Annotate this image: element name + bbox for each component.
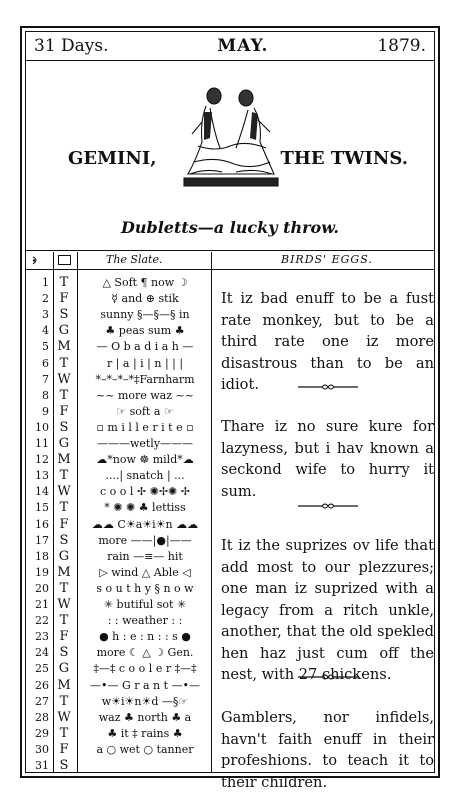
weekday-letter: M	[57, 564, 71, 580]
slate-entry: —•— G r a n t —•—	[89, 678, 201, 692]
slate-entry: : : weather : :	[107, 614, 183, 628]
day-number: 8	[42, 388, 49, 402]
weekday-letter: M	[57, 452, 71, 468]
weekday-letter: W	[57, 371, 71, 387]
sign-subtitle: Dubletts—a lucky throw.	[121, 218, 339, 237]
weekday-letter: G	[58, 548, 70, 564]
weekday-letter: W	[57, 709, 71, 725]
slate-entry: waz ♣ north ♣ a	[98, 710, 192, 724]
day-number: 6	[42, 356, 49, 370]
weekday-letter: T	[59, 468, 69, 484]
day-number: 29	[35, 726, 49, 740]
slate-entry: ♣ peas sum ♣	[105, 324, 185, 338]
weekday-letter: T	[59, 613, 69, 629]
weekday-letter: T	[59, 387, 69, 403]
slate-entry: ‡—‡ c o o l e r ‡—‡	[93, 662, 197, 676]
weekday-letter: S	[59, 645, 69, 661]
day-number: 20	[35, 581, 49, 595]
day-number: 17	[35, 533, 49, 547]
slate-entry: ▫ m i l l e r i t e ▫	[96, 420, 194, 434]
weekday-letter: F	[59, 741, 69, 757]
weekday-letter: T	[59, 355, 69, 371]
page-header	[26, 32, 434, 61]
weekday-letter: G	[58, 436, 70, 451]
day-number: 30	[35, 742, 49, 756]
day-number: 24	[35, 646, 49, 660]
day-number: 5	[42, 340, 49, 354]
weekday-letter: S	[59, 758, 69, 773]
ornament-divider-icon	[298, 673, 358, 681]
sign-description: THE TWINS.	[280, 148, 408, 169]
month-title: MAY.	[217, 36, 269, 56]
day-number: 13	[35, 469, 49, 483]
day-number: 23	[35, 630, 49, 644]
weekday-letter: M	[57, 339, 71, 355]
weekday-letter: F	[59, 291, 69, 307]
column-divider	[53, 252, 54, 772]
weekday-letter: F	[59, 403, 69, 419]
day-number: 12	[35, 453, 49, 467]
paragraph-3: It iz the suprizes ov life that add most to our plezzures; one man iz suprized with a legacy from a ritch unkle, another, that the old spekled hen haz just cum off the nest, with 27 chickens.	[221, 537, 434, 683]
day-number: 3	[42, 308, 49, 322]
paragraph-1: It iz bad enuff to be a fust rate monkey, but to be a third rate one iz more disastrous than to be an idiot.	[221, 290, 434, 393]
slate-entry: ● h : e : n : : s ●	[99, 630, 191, 644]
weekday-letter: S	[59, 419, 69, 435]
day-number: 1	[42, 276, 49, 289]
weekday-letter: G	[58, 323, 70, 339]
weekday-letter: S	[59, 307, 69, 323]
day-number: 11	[35, 437, 49, 450]
birds-eggs-header: BIRDS' EGGS.	[281, 253, 373, 266]
slate-entry: ☞ soft a ☞	[116, 404, 174, 418]
weekday-letter: T	[59, 275, 69, 290]
day-number: 7	[42, 372, 49, 386]
slate-entry: ☁☁ C☀a☀i☀n ☁☁	[91, 517, 199, 531]
weekday-letter: T	[59, 725, 69, 741]
sign-name: GEMINI,	[68, 148, 157, 169]
ornament-divider-icon	[298, 502, 358, 510]
zodiac-section	[26, 60, 434, 251]
slate-entry: w☀i☀n☀d —§☞	[101, 694, 189, 708]
weekday-icon	[58, 255, 71, 265]
slate-entry: more ☾ △ ☽ Gen.	[96, 646, 194, 660]
weekday-letter: T	[59, 580, 69, 596]
weekday-letter: F	[59, 629, 69, 645]
day-number: 18	[35, 549, 49, 563]
slate-entry: *–*–*–*‡Farnharm	[95, 372, 195, 386]
day-number: 2	[42, 292, 49, 306]
days-count: 31 Days.	[34, 36, 109, 56]
day-number: 28	[35, 710, 49, 724]
slate-entry: ☿ and ⊕ stik	[111, 292, 179, 306]
day-number: 14	[35, 485, 49, 499]
day-number: 19	[35, 565, 49, 579]
slate-entry: * ✺ ✺ ♣ lettiss	[104, 501, 186, 515]
ornament-divider-icon	[298, 383, 358, 391]
day-number: 15	[35, 501, 49, 515]
day-number: 16	[35, 517, 49, 531]
column-divider	[211, 252, 212, 772]
slate-entry: s o u t h y § n o w	[96, 581, 194, 595]
weekday-letter: G	[58, 661, 70, 677]
slate-entry: ♣ it ‡ rains ♣	[107, 726, 183, 740]
day-number: 10	[35, 420, 49, 434]
weekday-letter: T	[59, 500, 69, 516]
year: 1879.	[377, 36, 426, 56]
weekday-letter: W	[57, 597, 71, 612]
calendar-columns	[26, 252, 434, 791]
moon-age-icon	[31, 255, 41, 266]
day-number: 21	[35, 598, 49, 611]
column-divider	[77, 252, 78, 772]
slate-entry: c o o l ✢ ✺✢✺ ✢	[100, 485, 190, 499]
slate-entry: ✳ butiful sot ✳	[103, 598, 187, 611]
paragraph-4: Gamblers, nor infidels, havn't faith enuff in their profeshions. to teach it to their children.	[221, 709, 434, 791]
slate-entry: ▷ wind △ Able ◁	[99, 565, 191, 579]
day-number: 4	[42, 324, 49, 338]
day-number: 31	[35, 759, 49, 772]
slate-entry: sunny §—§—§ in	[100, 308, 190, 322]
weekday-letter: M	[57, 677, 71, 693]
slate-entry: more ——|●|——	[98, 533, 192, 547]
slate-header: The Slate.	[106, 253, 163, 266]
slate-entry: ....| snatch | ...	[105, 469, 185, 483]
slate-entry: △ Soft ¶ now ☽	[102, 276, 188, 289]
page-frame	[20, 26, 440, 791]
column-header-rule	[26, 269, 434, 270]
twins-engraving-icon	[176, 82, 286, 194]
weekday-letter: T	[59, 693, 69, 709]
weekday-letter: F	[59, 516, 69, 532]
weekday-letter: W	[57, 484, 71, 500]
day-number: 26	[35, 678, 49, 692]
slate-entry: a ○ wet ○ tanner	[96, 742, 194, 756]
slate-entry: ———wetly———	[96, 437, 194, 450]
slate-entry: r | a | i | n | | |	[106, 356, 184, 370]
inner-frame	[25, 31, 435, 791]
paragraph-2: Thare iz no sure kure for lazyness, but i hav known a seckond wife to hurry it sum.	[221, 418, 434, 500]
slate-entry: rain —≡— hit	[107, 549, 183, 563]
slate-entry: ~~ more waz ~~	[96, 388, 194, 402]
day-number: 25	[35, 662, 49, 676]
slate-entry: ☁*now ☸ mild*☁	[96, 453, 194, 467]
day-number: 9	[42, 404, 49, 418]
day-number: 22	[35, 614, 49, 628]
slate-entry: — O b a d i a h —	[96, 340, 194, 354]
day-number: 27	[35, 694, 49, 708]
weekday-letter: S	[59, 532, 69, 548]
